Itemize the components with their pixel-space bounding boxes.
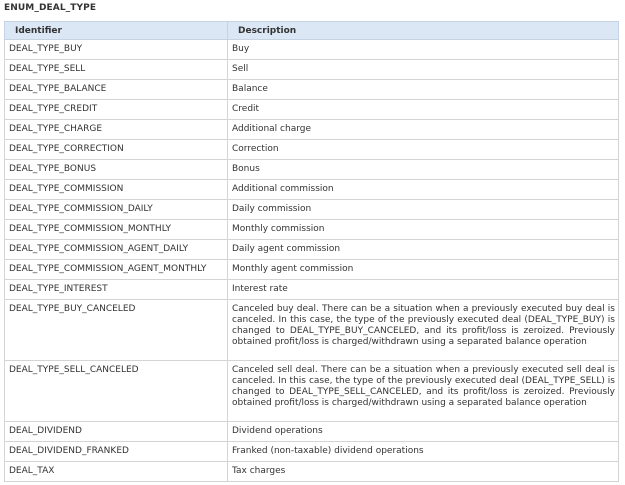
identifier-cell: DEAL_TYPE_COMMISSION_DAILY [5, 200, 228, 220]
description-cell: Monthly agent commission [228, 260, 619, 280]
table-row [5, 40, 619, 60]
identifier-cell: DEAL_TYPE_SELL [5, 60, 228, 80]
table-row [5, 280, 619, 300]
table-row [5, 60, 619, 80]
identifier-cell: DEAL_TYPE_BALANCE [5, 80, 228, 100]
description-cell: Monthly commission [228, 220, 619, 240]
description-cell: Correction [228, 140, 619, 160]
table-header-row [5, 22, 619, 40]
identifier-cell: DEAL_TYPE_CORRECTION [5, 140, 228, 160]
enum-title: ENUM_DEAL_TYPE [4, 3, 97, 13]
table-row [5, 100, 619, 120]
table-row [5, 140, 619, 160]
description-cell: Additional charge [228, 120, 619, 140]
identifier-cell: DEAL_TYPE_BUY_CANCELED [5, 300, 228, 361]
description-cell: Daily commission [228, 200, 619, 220]
column-header-identifier: Identifier [5, 22, 228, 40]
table-row [5, 462, 619, 482]
identifier-cell: DEAL_DIVIDEND [5, 422, 228, 442]
identifier-cell: DEAL_TYPE_INTEREST [5, 280, 228, 300]
identifier-cell: DEAL_TYPE_SELL_CANCELED [5, 361, 228, 422]
description-cell: Bonus [228, 160, 619, 180]
description-cell: Dividend operations [228, 422, 619, 442]
table-row [5, 260, 619, 280]
identifier-cell: DEAL_TYPE_COMMISSION_AGENT_MONTHLY [5, 260, 228, 280]
description-cell: Buy [228, 40, 619, 60]
table-row [5, 80, 619, 100]
description-cell: Canceled buy deal. There can be a situation when a previously executed buy deal is canceled. In this case, the type of the previously executed deal (DEAL_TYPE_BUY) is changed to DEAL_TYPE_BUY_CANCELED, and its profit/loss is zeroized. Previously obtained profit/loss is charged/withdrawn using a separated balance operation [228, 300, 619, 361]
identifier-cell: DEAL_DIVIDEND_FRANKED [5, 442, 228, 462]
table-row [5, 160, 619, 180]
description-cell: Interest rate [228, 280, 619, 300]
table-row [5, 200, 619, 220]
table-row [5, 422, 619, 442]
column-header-description: Description [228, 22, 619, 40]
table-row [5, 300, 619, 361]
description-cell: Canceled sell deal. There can be a situation when a previously executed sell deal is canceled. In this case, the type of the previously executed deal (DEAL_TYPE_SELL) is changed to DEAL_TYPE_SELL_CANCELED, and its profit/loss is zeroized. Previously obtained profit/loss is charged/withdrawn using a separated balance operation [228, 361, 619, 422]
description-cell: Credit [228, 100, 619, 120]
identifier-cell: DEAL_TYPE_BONUS [5, 160, 228, 180]
description-cell: Balance [228, 80, 619, 100]
table-row [5, 442, 619, 462]
table-row [5, 120, 619, 140]
identifier-cell: DEAL_TYPE_COMMISSION_MONTHLY [5, 220, 228, 240]
description-cell: Additional commission [228, 180, 619, 200]
table-row [5, 361, 619, 422]
identifier-cell: DEAL_TYPE_BUY [5, 40, 228, 60]
description-cell: Daily agent commission [228, 240, 619, 260]
table-row [5, 240, 619, 260]
table-row [5, 220, 619, 240]
enum-table [4, 21, 619, 482]
identifier-cell: DEAL_TYPE_CHARGE [5, 120, 228, 140]
description-cell: Franked (non-taxable) dividend operations [228, 442, 619, 462]
identifier-cell: DEAL_TYPE_COMMISSION [5, 180, 228, 200]
identifier-cell: DEAL_TYPE_CREDIT [5, 100, 228, 120]
identifier-cell: DEAL_TAX [5, 462, 228, 482]
description-cell: Tax charges [228, 462, 619, 482]
identifier-cell: DEAL_TYPE_COMMISSION_AGENT_DAILY [5, 240, 228, 260]
table-row [5, 180, 619, 200]
description-cell: Sell [228, 60, 619, 80]
